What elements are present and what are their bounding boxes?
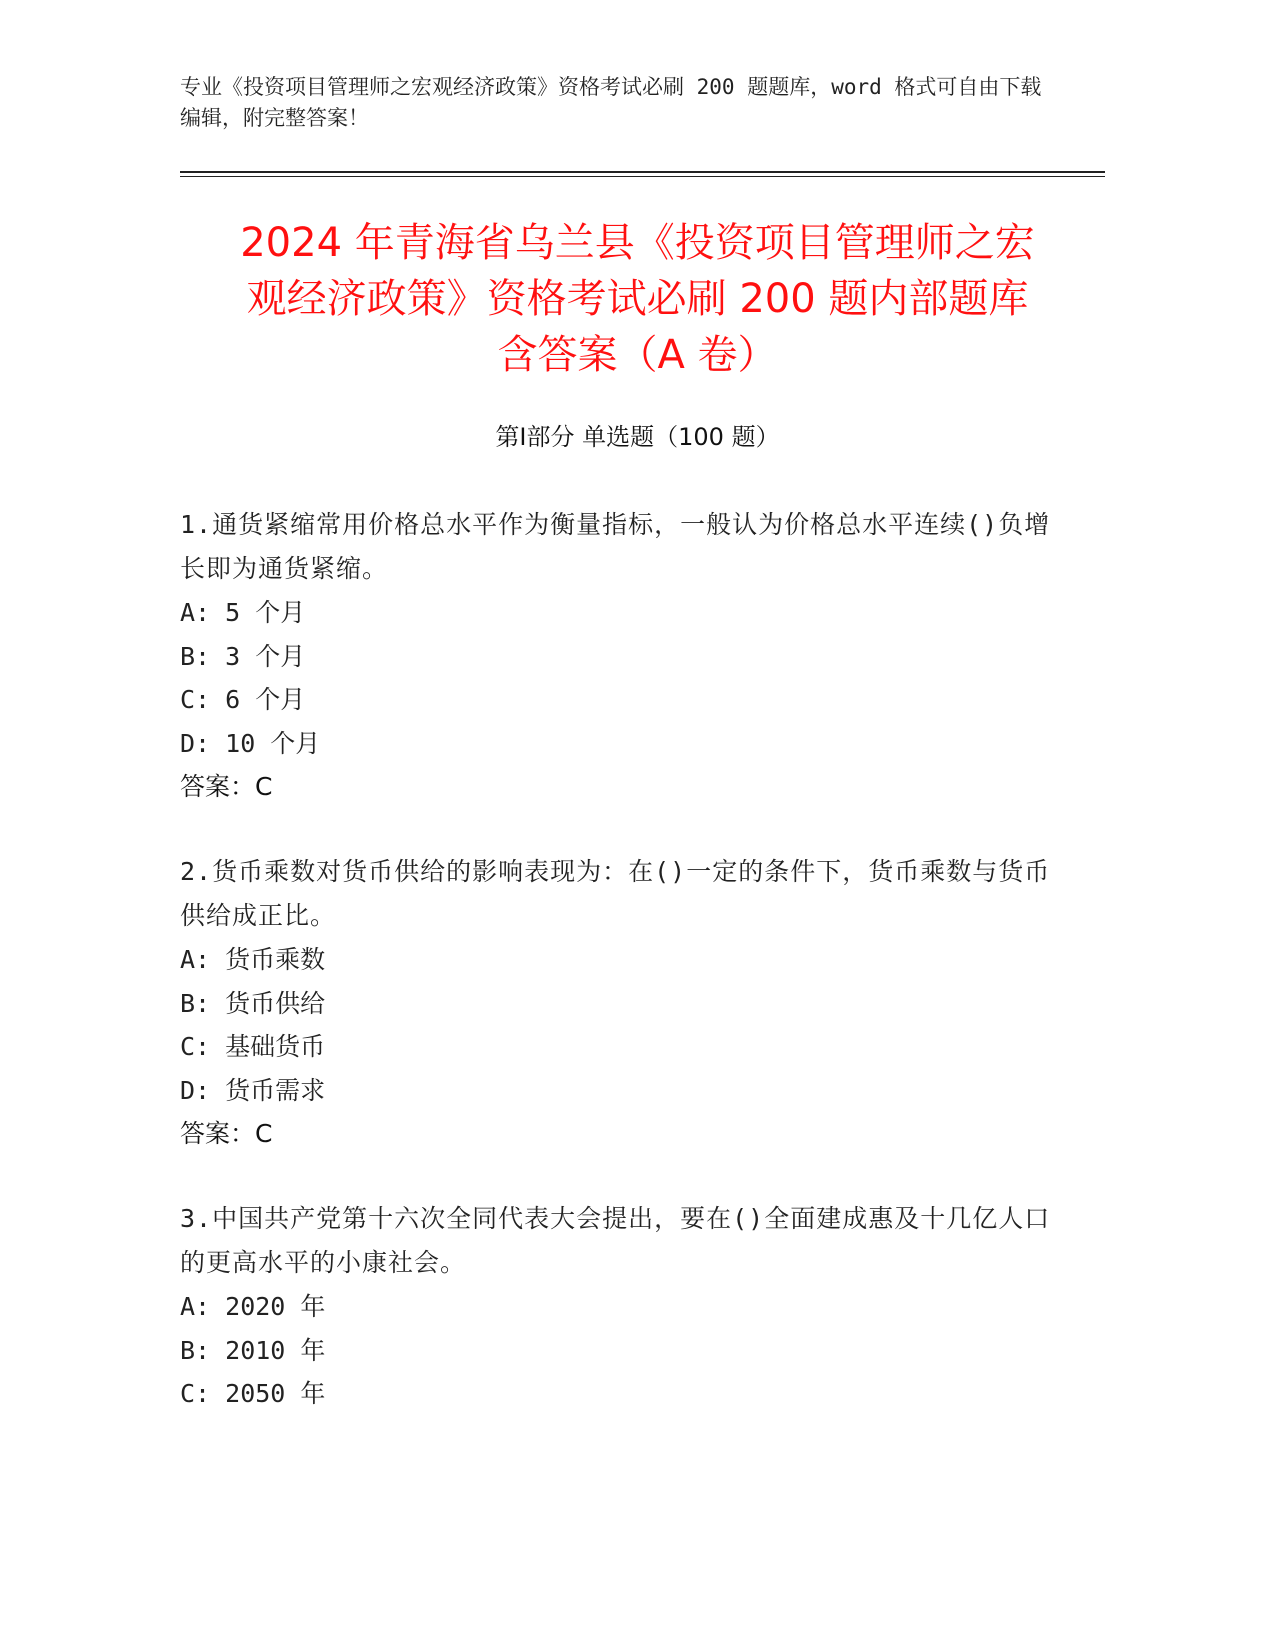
title-line-3: 含答案（A 卷） [497,332,778,378]
answer-line: 答案：C [180,772,273,801]
question-3 [180,1197,1060,1416]
question-stem: 1.通货紧缩常用价格总水平作为衡量指标，一般认为价格总水平连续()负增长即为通货紧缩。 [180,510,1051,583]
option-d: D: 10 个月 [180,728,321,758]
title-line-1: 2024 年青海省乌兰县《投资项目管理师之宏 [240,220,1035,266]
header-divider-thin [180,176,1105,177]
option-d: D: 货币需求 [180,1075,326,1105]
document-title [150,215,1125,383]
header-note: 专业《投资项目管理师之宏观经济政策》资格考试必刷 200 题题库，word 格式可自由下载编辑，附完整答案！ [180,75,1042,130]
question-list [180,503,1060,1457]
option-b: B: 2010 年 [180,1335,326,1365]
header-divider-thick [180,171,1105,173]
question-1 [180,503,1060,809]
option-c: C: 6 个月 [180,685,306,714]
option-a: A: 5 个月 [180,598,306,627]
section-heading: 第Ⅰ部分 单选题（100 题） [495,423,780,451]
title-line-2: 观经济政策》资格考试必刷 200 题内部题库 [246,276,1029,322]
option-c: C: 2050 年 [180,1379,326,1408]
option-a: A: 2020 年 [180,1292,326,1321]
question-stem: 3.中国共产党第十六次全同代表大会提出，要在()全面建成惠及十几亿人口的更高水平的小康社会。 [180,1204,1051,1277]
option-b: B: 货币供给 [180,988,326,1018]
option-b: B: 3 个月 [180,641,306,671]
answer-line: 答案：C [180,1119,273,1148]
option-c: C: 基础货币 [180,1032,326,1061]
option-a: A: 货币乘数 [180,945,326,974]
question-2 [180,850,1060,1156]
question-stem: 2.货币乘数对货币供给的影响表现为：在()一定的条件下，货币乘数与货币供给成正比。 [180,857,1051,930]
